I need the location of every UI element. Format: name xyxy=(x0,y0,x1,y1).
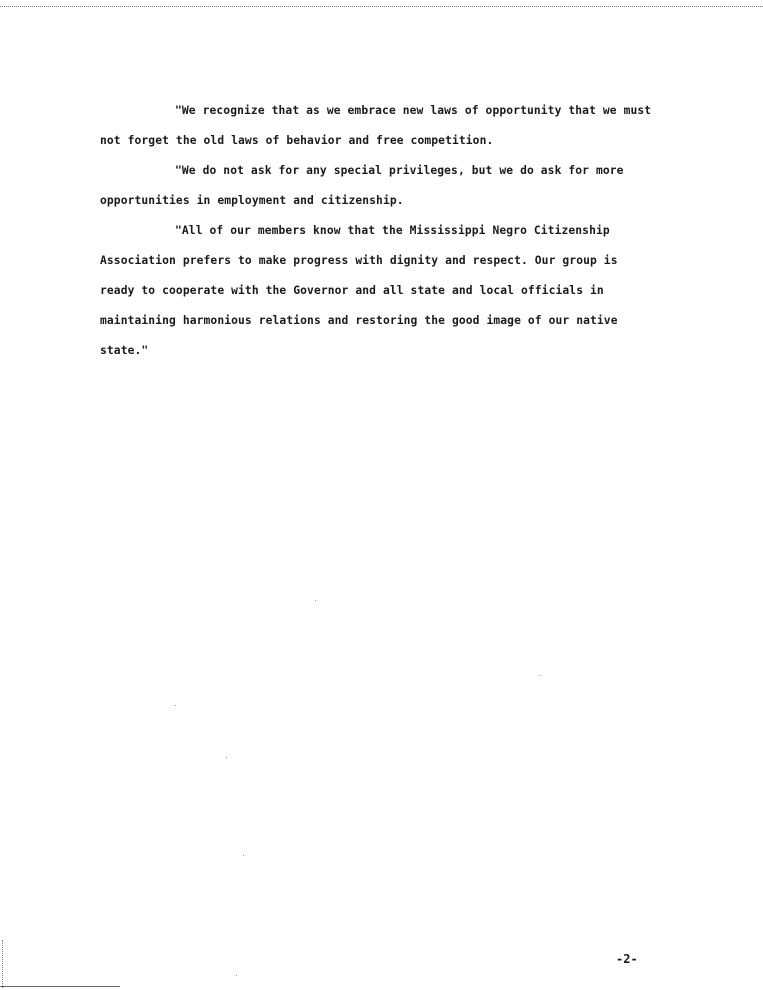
text-line: Association prefers to make progress with dignity and respect. Our group is xyxy=(100,254,618,267)
paragraph-3-line-2 xyxy=(100,246,700,276)
text-line: state." xyxy=(100,344,149,357)
paragraph-2-line-2 xyxy=(100,186,700,216)
text-line: not forget the old laws of behavior and free competition. xyxy=(100,134,494,147)
scan-speck xyxy=(540,675,541,676)
paragraph-3-line-3 xyxy=(100,276,700,306)
top-scan-edge xyxy=(0,0,763,7)
paragraph-1-line-1 xyxy=(100,96,700,126)
text-line: "All of our members know that the Mississippi Negro Citizenship xyxy=(175,224,610,237)
scan-speck xyxy=(243,855,244,856)
paragraph-3-line-5 xyxy=(100,336,700,366)
text-line: ready to cooperate with the Governor and all state and local officials in xyxy=(100,284,604,297)
text-line: maintaining harmonious relations and restoring the good image of our native xyxy=(100,314,618,327)
paragraph-1-line-2 xyxy=(100,126,700,156)
scan-speck xyxy=(315,600,316,601)
text-line: opportunities in employment and citizenship. xyxy=(100,194,404,207)
bottom-scan-edge xyxy=(0,986,120,988)
text-line: "We do not ask for any special privileges, but we do ask for more xyxy=(175,164,624,177)
paragraph-2-line-1 xyxy=(100,156,700,186)
paragraph-3-line-4 xyxy=(100,306,700,336)
page-number: -2- xyxy=(616,952,638,966)
text-line: "We recognize that as we embrace new laws of opportunity that we must xyxy=(175,104,652,117)
scan-speck xyxy=(226,757,227,758)
document-body xyxy=(100,96,700,366)
scan-speck xyxy=(175,705,176,706)
paragraph-3-line-1 xyxy=(100,216,700,246)
scan-speck xyxy=(236,975,237,976)
left-scan-edge xyxy=(2,940,4,988)
